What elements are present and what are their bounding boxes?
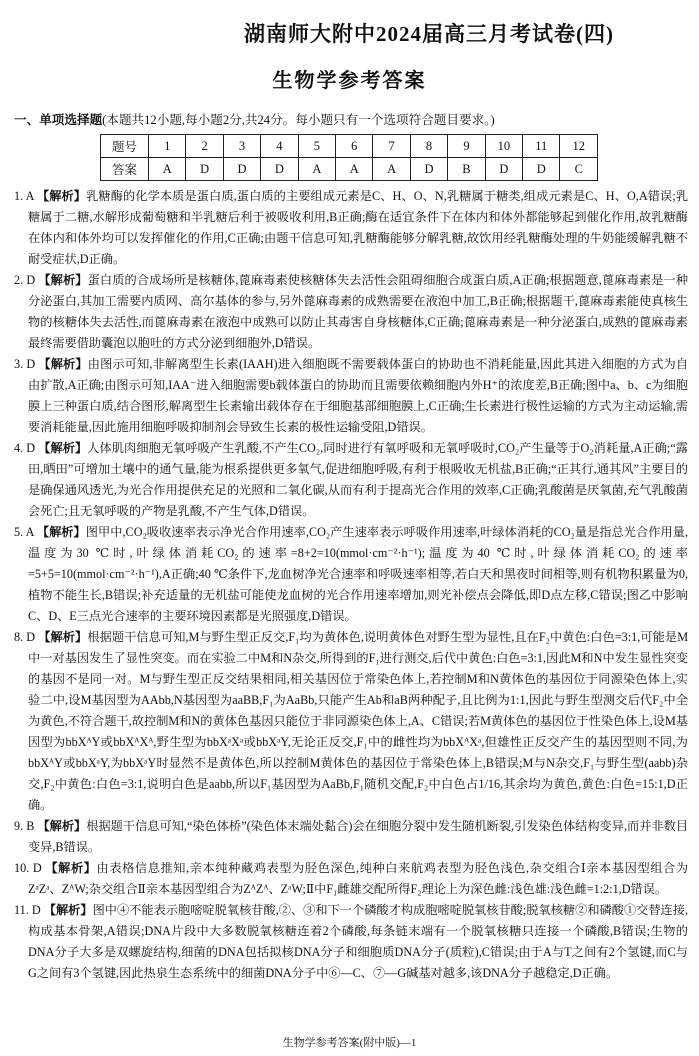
item-analysis-tag: 【解析】 [36, 525, 86, 539]
solution-item [14, 816, 688, 858]
item-number: 1. [14, 189, 24, 203]
item-analysis-text: 由表格信息推知,亲本纯种藏鸡表型为胫色深色,纯种白来航鸡表型为胫色浅色,杂交组合Ⅰ亲本基因型组合为ZᵃZᵃ、ZᴬW;杂交组合Ⅱ亲本基因型组合为ZᴬZᴬ、ZᵃW;Ⅱ中F₁雌雄交配所得F₂理论上为深色雌:浅色雄:浅色雌=1:2:1,D错误。 [28, 861, 688, 896]
item-number: 9. [14, 819, 24, 833]
question-number-cell: 5 [298, 135, 335, 158]
answer-cell: A [149, 158, 186, 181]
item-analysis-text: 人体肌肉细胞无氧呼吸产生乳酸,不产生CO₂,同时进行有氧呼吸和无氧呼吸时,CO₂产生量等于O₂消耗量,A正确;“露田,晒田”可增加土壤中的通气量,能为根系提供更多氧气,促进细胞呼吸,有利于根吸收无机盐,B正确;“正其行,通其风”主要目的是确保通风透光,为光合作用提供充足的光照和二氧化碳,从而有利于提高光合作用的效率,C正确;乳酸菌是厌氧菌,充气乳酸菌会死亡;且无氧呼吸的产物是乳酸,不产生气体,D错误。 [28, 441, 688, 518]
number-row-label: 题号 [101, 135, 149, 158]
item-number: 5. [14, 525, 24, 539]
solution-item [14, 186, 688, 270]
item-analysis-text: 根据题干信息可知,“染色体桥”(染色体末端处黏合)会在细胞分裂中发生随机断裂,引发染色体结构变异,而并非数目变异,B错误。 [28, 819, 688, 854]
item-answer: D [26, 630, 36, 644]
answer-row [101, 158, 598, 181]
answer-key-table [100, 134, 598, 181]
item-number: 8. [14, 630, 24, 644]
answer-cell: D [410, 158, 447, 181]
item-analysis-text: 根据题干信息可知,M与野生型正反交,F₁均为黄体色,说明黄体色对野生型为显性,且在F₂中黄色:白色=3:1,可能是M中一对基因发生了显性突变。而在实验二中M和N杂交,所得到的F₁进行测交,后代中黄色:白色=3:1,因此M和N中发生显性突变的基因不是同一对。M与野生型正反交结果相同,相关基因位于常染色体上,若控制M和N黄体色的基因位于同源染色体上,实验二中,设M基因型为AAbb,N基因型为aaBB,F₁为AaBb,只能产生Ab和aB两种配子,且比例为1:1,因此与野生型测交后代F₂中全为黄色,不符合题干,故控制M和N的黄体色基因只能位于非同源染色体上,A、C错误;若M黄体色的基因位于性染色体上,设M基因型为bbXᴬY或bbXᴬXᴬ,野生型为bbXᵃXᵃ或bbXᵃY,无论正反交,F₁中的雌性均为bbXᴬXᵃ,但雄性正反交产生的基因型则不同,为bbXᴬY或bbXᵃY,为bbXᵃY时显然不是黄体色,所以控制M黄体色的基因位于常染色体上,B错误;M与N杂交,F₁与野生型(aabb)杂交,F₂中黄色:白色=3:1,说明白色是aabb,所以F₁基因型为AaBb,F₁随机交配,F₂中白色占1/16,其余均为黄色,黄色:白色=15:1,D正确。 [28, 630, 688, 812]
answer-cell: D [523, 158, 560, 181]
item-answer: D [26, 441, 36, 455]
question-number-cell: 7 [373, 135, 410, 158]
solution-item [14, 627, 688, 816]
item-analysis-tag: 【解析】 [45, 861, 97, 875]
item-analysis-text: 图甲中,CO₂吸收速率表示净光合作用速率,CO₂产生速率表示呼吸作用速率,叶绿体消耗的CO₂量是指总光合作用量,温度为30 ℃时,叶绿体消耗CO₂的速率=8+2=10(mmol·cm⁻²·h⁻¹);温度为40 ℃时,叶绿体消耗CO₂的速率=5+5=10(mmol·cm⁻²·h⁻¹),A正确;40 ℃条件下,龙血树净光合速率和呼吸速率相等,若白天和黑夜时间相等,则有机物积累量为0,植物不能生长,B错误;补充适量的无机盐可能使龙血树的光合作用速率增加,则光补偿点会降低,即D点左移,C错误;图乙中影响C、D、E三点光合速率的主要环境因素都是光照强度,D错误。 [28, 525, 688, 623]
section-instruction: (本题共12小题,每小题2分,共24分。每小题只有一个选项符合题目要求。) [102, 113, 495, 127]
item-answer: D [26, 357, 36, 371]
item-analysis-tag: 【解析】 [38, 273, 88, 287]
answer-cell: D [261, 158, 298, 181]
question-number-cell: 6 [336, 135, 373, 158]
item-number: 10. [14, 861, 30, 875]
item-analysis-text: 图中④不能表示胞嘧啶脱氧核苷酸,②、③和下一个磷酸才构成胞嘧啶脱氧核苷酸;脱氧核糖②和磷酸①交替连接,构成基本骨架,A错误;DNA片段中大多数脱氧核糖连着2个磷酸,每条链末端有一个脱氧核糖只连接一个磷酸,B错误;生物的DNA分子大多是双螺旋结构,细菌的DNA包括拟核DNA分子和细胞质DNA分子(质粒),C错误;由于A与T之间有2个氢键,而C与G之间有3个氢键,因此热泉生态系统中的细菌DNA分子中⑥—C、⑦—G碱基对越多,该DNA分子越稳定,D正确。 [28, 903, 688, 980]
question-number-cell: 9 [448, 135, 485, 158]
item-analysis-tag: 【解析】 [36, 189, 87, 203]
item-number: 3. [14, 357, 24, 371]
answer-cell: D [485, 158, 522, 181]
section-title: 一、单项选择题 [14, 113, 103, 127]
item-analysis-text: 蛋白质的合成场所是核糖体,蓖麻毒素使核糖体失去活性会阻碍细胞合成蛋白质,A正确;根据题意,蓖麻毒素是一种分泌蛋白,其加工需要内质网、高尔基体的参与,另外蓖麻毒素的成熟需要在液泡中加工,B正确;根据题干,蓖麻毒素能使真核生物的核糖体失去活性,而蓖麻毒素在液泡中成熟可以防止其毒害自身核糖体,C正确;蓖麻毒素是一种分泌蛋白,成熟的蓖麻毒素最终需要借助囊泡以胞吐的方式分泌到细胞外,D错误。 [28, 273, 688, 350]
answer-cell: D [186, 158, 223, 181]
question-number-cell: 4 [261, 135, 298, 158]
question-number-cell: 8 [410, 135, 447, 158]
answer-row-label: 答案 [101, 158, 149, 181]
item-answer: D [31, 903, 41, 917]
answer-cell: A [336, 158, 373, 181]
question-number-cell: 2 [186, 135, 223, 158]
solution-item [14, 438, 688, 522]
question-number-cell: 12 [560, 135, 598, 158]
question-number-cell: 11 [523, 135, 560, 158]
item-answer: D [32, 861, 42, 875]
section-header [14, 109, 495, 128]
item-analysis-tag: 【解析】 [38, 441, 88, 455]
item-analysis-tag: 【解析】 [37, 819, 87, 833]
item-answer: B [26, 819, 35, 833]
solution-item [14, 522, 688, 627]
item-answer: A [25, 189, 34, 203]
item-number: 2. [14, 273, 24, 287]
solution-item [14, 900, 688, 984]
item-analysis-tag: 【解析】 [43, 903, 93, 917]
answer-cell: A [373, 158, 410, 181]
number-row [101, 135, 598, 158]
answer-cell: D [223, 158, 260, 181]
answer-cell: B [448, 158, 485, 181]
answer-cell: C [560, 158, 598, 181]
item-analysis-tag: 【解析】 [38, 357, 88, 371]
question-number-cell: 1 [149, 135, 186, 158]
answer-cell: A [298, 158, 335, 181]
item-number: 4. [14, 441, 24, 455]
question-number-cell: 3 [223, 135, 260, 158]
solution-item [14, 270, 688, 354]
solutions-list [14, 186, 688, 984]
solution-item [14, 858, 688, 900]
item-analysis-text: 由图示可知,非解离型生长素(IAAH)进入细胞既不需要载体蛋白的协助也不消耗能量,因此其进入细胞的方式为自由扩散,A正确;由图示可知,IAA⁻进入细胞需要b载体蛋白的协助而且需要依赖细胞内外H⁺的浓度差,B正确;图中a、b、c为细胞膜上三种蛋白质,结合图形,解离型生长素输出载体存在于细胞基部细胞膜上,C正确;生长素进行极性运输的方式为主动运输,需要消耗能量,因此施用细胞呼吸抑制剂会导致生长素的极性运输受阻,D错误。 [28, 357, 688, 434]
item-answer: A [25, 525, 34, 539]
document-title: 湖南师大附中2024届高三月考试卷(四) [244, 22, 614, 46]
document-subtitle: 生物学参考答案 [272, 70, 427, 92]
item-number: 11. [14, 903, 29, 917]
item-analysis-tag: 【解析】 [38, 630, 88, 644]
item-answer: D [26, 273, 36, 287]
solution-item [14, 354, 688, 438]
question-number-cell: 10 [485, 135, 522, 158]
item-analysis-text: 乳糖酶的化学本质是蛋白质,蛋白质的主要组成元素是C、H、O、N,乳糖属于糖类,组成元素是C、H、O,A错误;乳糖属于二糖,水解形成葡萄糖和半乳糖后利于被吸收利用,B正确;酶在适宜条件下在体内和体外都能够起到催化作用,故乳糖酶在体内和体外均可以发挥催化的作用,C正确;由题干信息可知,乳糖酶能够分解乳糖,故饮用经乳糖酶处理的牛奶能缓解乳糖不耐受症状,D正确。 [28, 189, 688, 266]
page-footer: 生物学参考答案(附中版)—1 [282, 1037, 417, 1049]
